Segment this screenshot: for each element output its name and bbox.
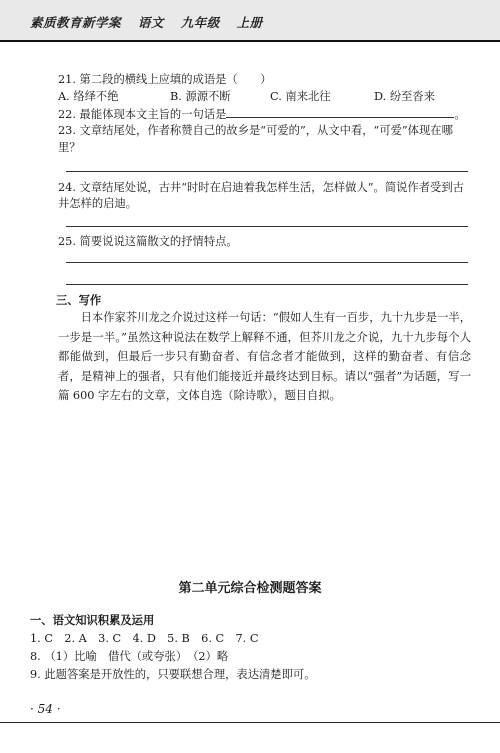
answers-line-1: 1. C 2. A 3. C 4. D 5. B 6. C 7. C bbox=[30, 632, 259, 645]
writing-body: 日本作家芥川龙之介说过这样一句话：“假如人生有一百步，九十九步是一半，一步是一半。”虽然这种说法在数学上解释不通，但芥川龙之介说，九十九步每个人都能做到，但最后一步只有勤奋者、有信念者才能做到，这样的勤奋者、有信念者，是精神上的强者，只有他们能接近并最终达到目标。请以“强者”为话题，写一篇 600 字左右的文章，文体自选（除诗歌），题目自拟。 bbox=[58, 311, 471, 402]
answers-section bbox=[30, 0, 471, 700]
question-25: 25. 简要说说这篇散文的抒情特点。 bbox=[58, 235, 238, 248]
header-book: 素质教育新学案 bbox=[30, 15, 122, 30]
question-23-line2: 里？ bbox=[58, 141, 81, 154]
option-a: A. 络绎不绝 bbox=[58, 90, 119, 103]
header-volume: 上册 bbox=[236, 15, 263, 30]
option-d: D. 纷至沓来 bbox=[374, 90, 436, 103]
question-21: 21. 第二段的横线上应填的成语是（ ） bbox=[58, 73, 272, 86]
question-23-line1: 23. 文章结尾处，作者称赞自己的故乡是“可爱的”，从文中看，“可爱”体现在哪 bbox=[58, 124, 453, 137]
answers-section-heading: 一、语文知识积累及运用 bbox=[30, 614, 155, 627]
answers-line-3: 9. 此题答案是开放性的，只要联想合理，表达清楚即可。 bbox=[30, 668, 316, 681]
option-c: C. 南来北往 bbox=[270, 90, 331, 103]
option-b: B. 源源不断 bbox=[170, 90, 231, 103]
writing-heading: 三、写作 bbox=[56, 294, 102, 307]
answers-title: 第二单元综合检测题答案 bbox=[178, 581, 322, 596]
header-subject: 语文 bbox=[137, 15, 164, 30]
answers-line-2: 8. （1）比喻 借代（或夸张） （2）略 bbox=[30, 650, 229, 663]
page-number: · 54 · bbox=[30, 702, 61, 716]
header-grade: 九年级 bbox=[180, 15, 220, 30]
question-22-end: 。 bbox=[454, 108, 466, 121]
question-22-text: 22. 最能体现本文主旨的一句话是 bbox=[58, 108, 227, 121]
question-24-line2: 井怎样的启迪。 bbox=[58, 197, 138, 210]
question-24-line1: 24. 文章结尾处说，古井“时时在启迪着我怎样生活，怎样做人”。简说作者受到古 bbox=[58, 181, 464, 194]
footer-rule bbox=[0, 722, 500, 723]
